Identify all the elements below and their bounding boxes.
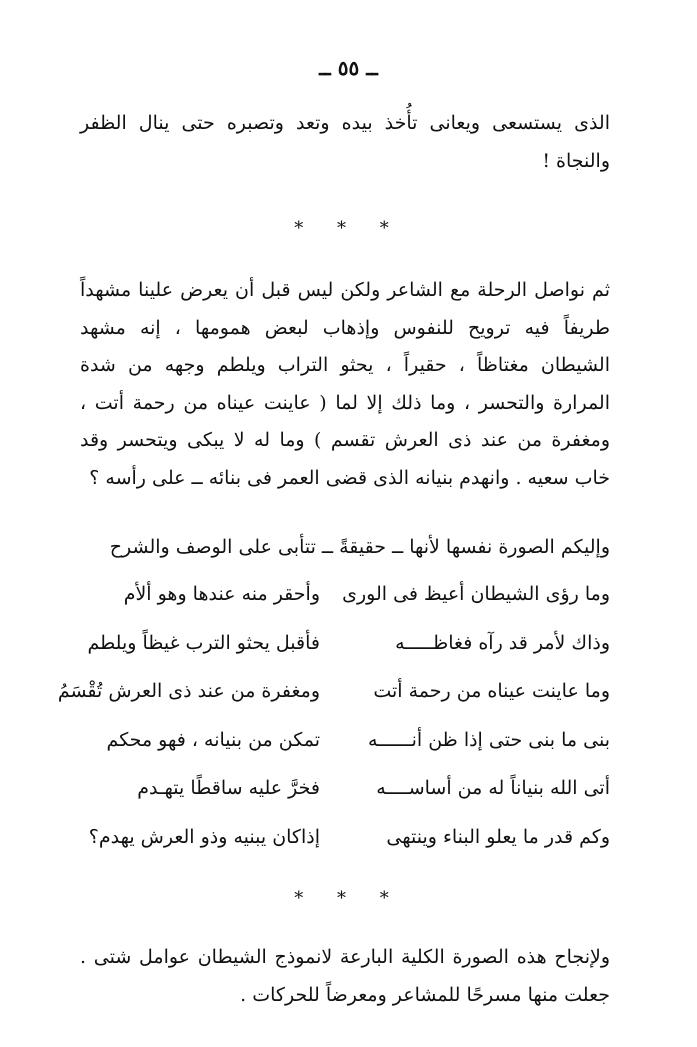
verse-second-hemistich: ومغفرة من عند ذى العرش تُقْسَمُ — [57, 680, 320, 702]
poem — [57, 583, 610, 874]
poem-verse — [80, 729, 610, 778]
section-separator: * * * — [294, 888, 403, 909]
verse-first-hemistich: وذاك لأمر قد رآه فغاظـــــه — [395, 631, 610, 654]
section-separator: * * * — [294, 218, 403, 239]
verse-first-hemistich: وكم قدر ما يعلو البناء وينتهى — [386, 825, 610, 848]
verse-first-hemistich: بنى ما بنى حتى إذا ظن أنــــــه — [368, 728, 610, 751]
verse-second-hemistich: تمكن من بنيانه ، فهو محكم — [106, 728, 320, 751]
poem-verse — [80, 583, 610, 632]
verse-first-hemistich: وما عاينت عيناه من رحمة أتت — [373, 680, 610, 702]
verse-first-hemistich: وما رؤى الشيطان أعيظ فى الورى — [342, 583, 610, 605]
paragraph-continuation: الذى يستسعى ويعانى تأُخذ بيده وتعد وتصبره حتى ينال الظفر والنجاة ! — [80, 112, 610, 172]
poem-verse — [80, 777, 610, 826]
verse-second-hemistich: إذاكان يبنيه وذو العرش يهدم؟ — [88, 825, 320, 848]
paragraph-closing: ولإنجاح هذه الصورة الكلية البارعة لانموذج الشيطان عوامل شتى . جعلت منها مسرحًا للمشاعر ومعرضاً للحركات . — [80, 946, 610, 1006]
verse-first-hemistich: أتى الله بنياناً له من أساســــه — [376, 777, 610, 799]
verse-second-hemistich: وأحقر منه عندها وهو ألأم — [123, 583, 320, 605]
poem-verse — [57, 680, 610, 729]
verse-second-hemistich: فأقبل يحثو الترب غيظاً ويلطم — [87, 631, 320, 654]
page-number: ــ ٥٥ ــ — [319, 56, 378, 80]
verse-second-hemistich: فخرَّ عليه ساقطًا يتهـدم — [137, 777, 320, 799]
paragraph-satan-scene: ثم نواصل الرحلة مع الشاعر ولكن ليس قبل أن يعرض علينا مشهداً طريفاً فيه ترويح للنفوس وإذهاب لبعض همومها ، إنه مشهد الشيطان مغتاظاً ، حقيراً ، يحثو التراب ويلطم وجهه من شدة المرارة والتحسر ، وما ذلك إلا لما ( عاينت عيناه من رحمة أتت ، ومغفرة من عند ذى العرش تقسم ) وما له لا يبكى ويتحسر وقد خاب سعيه . وانهدم بنيانه الذى قضى العمر فى بنائه ــ على رأسه ؟ — [80, 279, 610, 489]
poem-verse — [80, 826, 610, 875]
poem-verse — [80, 632, 610, 681]
poem-introduction: وإليكم الصورة نفسها لأنها ــ حقيقةً ــ تتأبى على الوصف والشرح — [109, 536, 610, 558]
